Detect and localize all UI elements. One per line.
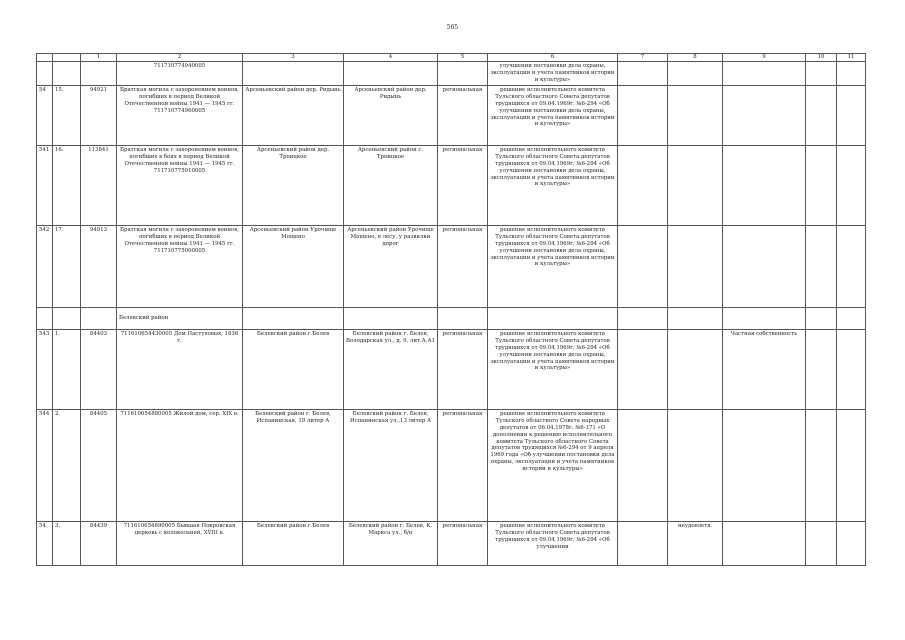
header-cell: 10 <box>806 54 837 62</box>
category: региональная <box>438 145 488 225</box>
row-number: 541 <box>37 145 53 225</box>
row-subnumber: 1. <box>53 329 81 409</box>
address: Белевский район г. Белев, К. Маркса ул., б/н <box>344 521 438 565</box>
location: Белевский район г. Белев, Испанинская, 19 литер А <box>243 409 344 521</box>
location: Белевский район г.Белев <box>243 329 344 409</box>
header-cell <box>53 54 81 62</box>
category: региональная <box>438 225 488 307</box>
object-name: Братская могила с захоронением воинов, погибших в период Великой Отечественной войны 1941 — 1945 гг. 711710774960005 <box>117 85 243 145</box>
object-name: 711610654430005 Дом Пастуховых, 1836 г. <box>117 329 243 409</box>
object-name: Братская могила с захоронением воинов, погибших в боях в период Великой Отечественной войны 1941 — 1945 гг. 711710775010005 <box>117 145 243 225</box>
address: Белевский район г. Белев, Володарская ул., д. 9, лит.А,А1 <box>344 329 438 409</box>
header-cell: 1 <box>81 54 117 62</box>
condition: неудовлетв. <box>668 521 723 565</box>
header-cell: 6 <box>488 54 618 62</box>
header-cell: 11 <box>837 54 866 62</box>
decision: решение исполнительного комитета Тульского областного Совета депутатов трудящихся от 09.04.1969г. №6-294 «Об улучшении постановки дела охраны, эксплуатации и учета памятников истории и культуры» <box>488 85 618 145</box>
row-subnumber: 2. <box>53 409 81 521</box>
address: Арсеньевский район с. Троицкое <box>344 145 438 225</box>
header-cell <box>37 54 53 62</box>
decision: решение исполнительного комитета Тульского областного Совета депутатов трудящихся от 09.04.1969г. №6-294 «Об улучшении постановки дела охраны, эксплуатации и учета памятников истории и культуры» <box>488 145 618 225</box>
page-number: 565 <box>446 24 459 31</box>
row-subnumber: 15. <box>53 85 81 145</box>
table-row <box>37 409 866 521</box>
object-name: 711610654880005 Жилой дом, сер. XIX в. <box>117 409 243 521</box>
table-row <box>37 85 866 145</box>
location: Арсеньевский район дер. Ридынь <box>243 85 344 145</box>
row-number: 544 <box>37 409 53 521</box>
category: региональная <box>438 521 488 565</box>
header-cell: 9 <box>723 54 806 62</box>
location: Арсеньевский район Урочище Мощено <box>243 225 344 307</box>
section-row <box>37 307 866 329</box>
decision: решение исполнительного комитета Тульского областного Совета народных депутатов от 06.04.1978г. №6-171 «О дополнении к решению исполнительного комитета Тульского областного Совета депутатов трудящихся №6-294 от 9 апреля 1969 года «Об улучшении постановки дела охраны, эксплуатации и учета памятников истории и культуры» <box>488 409 618 521</box>
address: Белевский район г. Белев, Испанинская ул.,13 литер А <box>344 409 438 521</box>
decision: решение исполнительного комитета Тульского областного Совета депутатов трудящихся от 09.04.1969г. №6-294 «Об улучшении постановки дела охраны, эксплуатации и учета памятников истории и культуры» <box>488 329 618 409</box>
table-row <box>37 61 866 85</box>
header-cell: 3 <box>243 54 344 62</box>
table-row <box>37 521 866 565</box>
registry-id: 84439 <box>81 521 117 565</box>
section-title: Белевский район <box>117 307 243 329</box>
address: Арсеньевский район Урочище Мощено, в лесу, у развилки дорог <box>344 225 438 307</box>
category: региональная <box>438 85 488 145</box>
registry-id: 94921 <box>81 85 117 145</box>
row-number: 54 <box>37 521 53 565</box>
header-row <box>37 54 866 62</box>
decision: решение исполнительного комитета Тульского областного Совета депутатов трудящихся от 09.04.1969г. №6-294 «Об улучшении <box>488 521 618 565</box>
category: региональная <box>438 409 488 521</box>
object-name: Братская могила с захоронением воинов, погибших в период Великой Отечественной войны 1941 — 1945 гг. 711710775000005 <box>117 225 243 307</box>
row-subnumber: 16. <box>53 145 81 225</box>
header-cell: 4 <box>344 54 438 62</box>
registry-id: 113841 <box>81 145 117 225</box>
ownership: Частная собственность <box>723 329 806 409</box>
table-row <box>37 225 866 307</box>
location: Белевский район г.Белев <box>243 521 344 565</box>
table-row <box>37 329 866 409</box>
row-number: 543 <box>37 329 53 409</box>
header-cell: 2 <box>117 54 243 62</box>
category: региональная <box>438 329 488 409</box>
header-cell: 8 <box>668 54 723 62</box>
address: Арсеньевский район дер. Ридынь <box>344 85 438 145</box>
row-subnumber: 17. <box>53 225 81 307</box>
row-number: 542 <box>37 225 53 307</box>
header-cell: 7 <box>618 54 668 62</box>
decision: улучшении постановки дела охраны, эксплуатации и учета памятников истории и культуры» <box>488 61 618 85</box>
row-subnumber: 3. <box>53 521 81 565</box>
location: Арсеньевский район дер. Троицкое <box>243 145 344 225</box>
monuments-table <box>36 53 866 566</box>
header-cell: 5 <box>438 54 488 62</box>
registry-id: 84403 <box>81 329 117 409</box>
registry-id: 84405 <box>81 409 117 521</box>
decision: решение исполнительного комитета Тульского областного Совета депутатов трудящихся от 09.04.1969г. №6-294 «Об улучшении постановки дела охраны, эксплуатации и учета памятников истории и культуры» <box>488 225 618 307</box>
object-name: 711710774940005 <box>117 61 243 85</box>
table-row <box>37 145 866 225</box>
object-name: 711610654890005 Бывшая Покровская церковь с колокольней, XVIII в. <box>117 521 243 565</box>
row-number: 54 <box>37 85 53 145</box>
registry-id: 94913 <box>81 225 117 307</box>
